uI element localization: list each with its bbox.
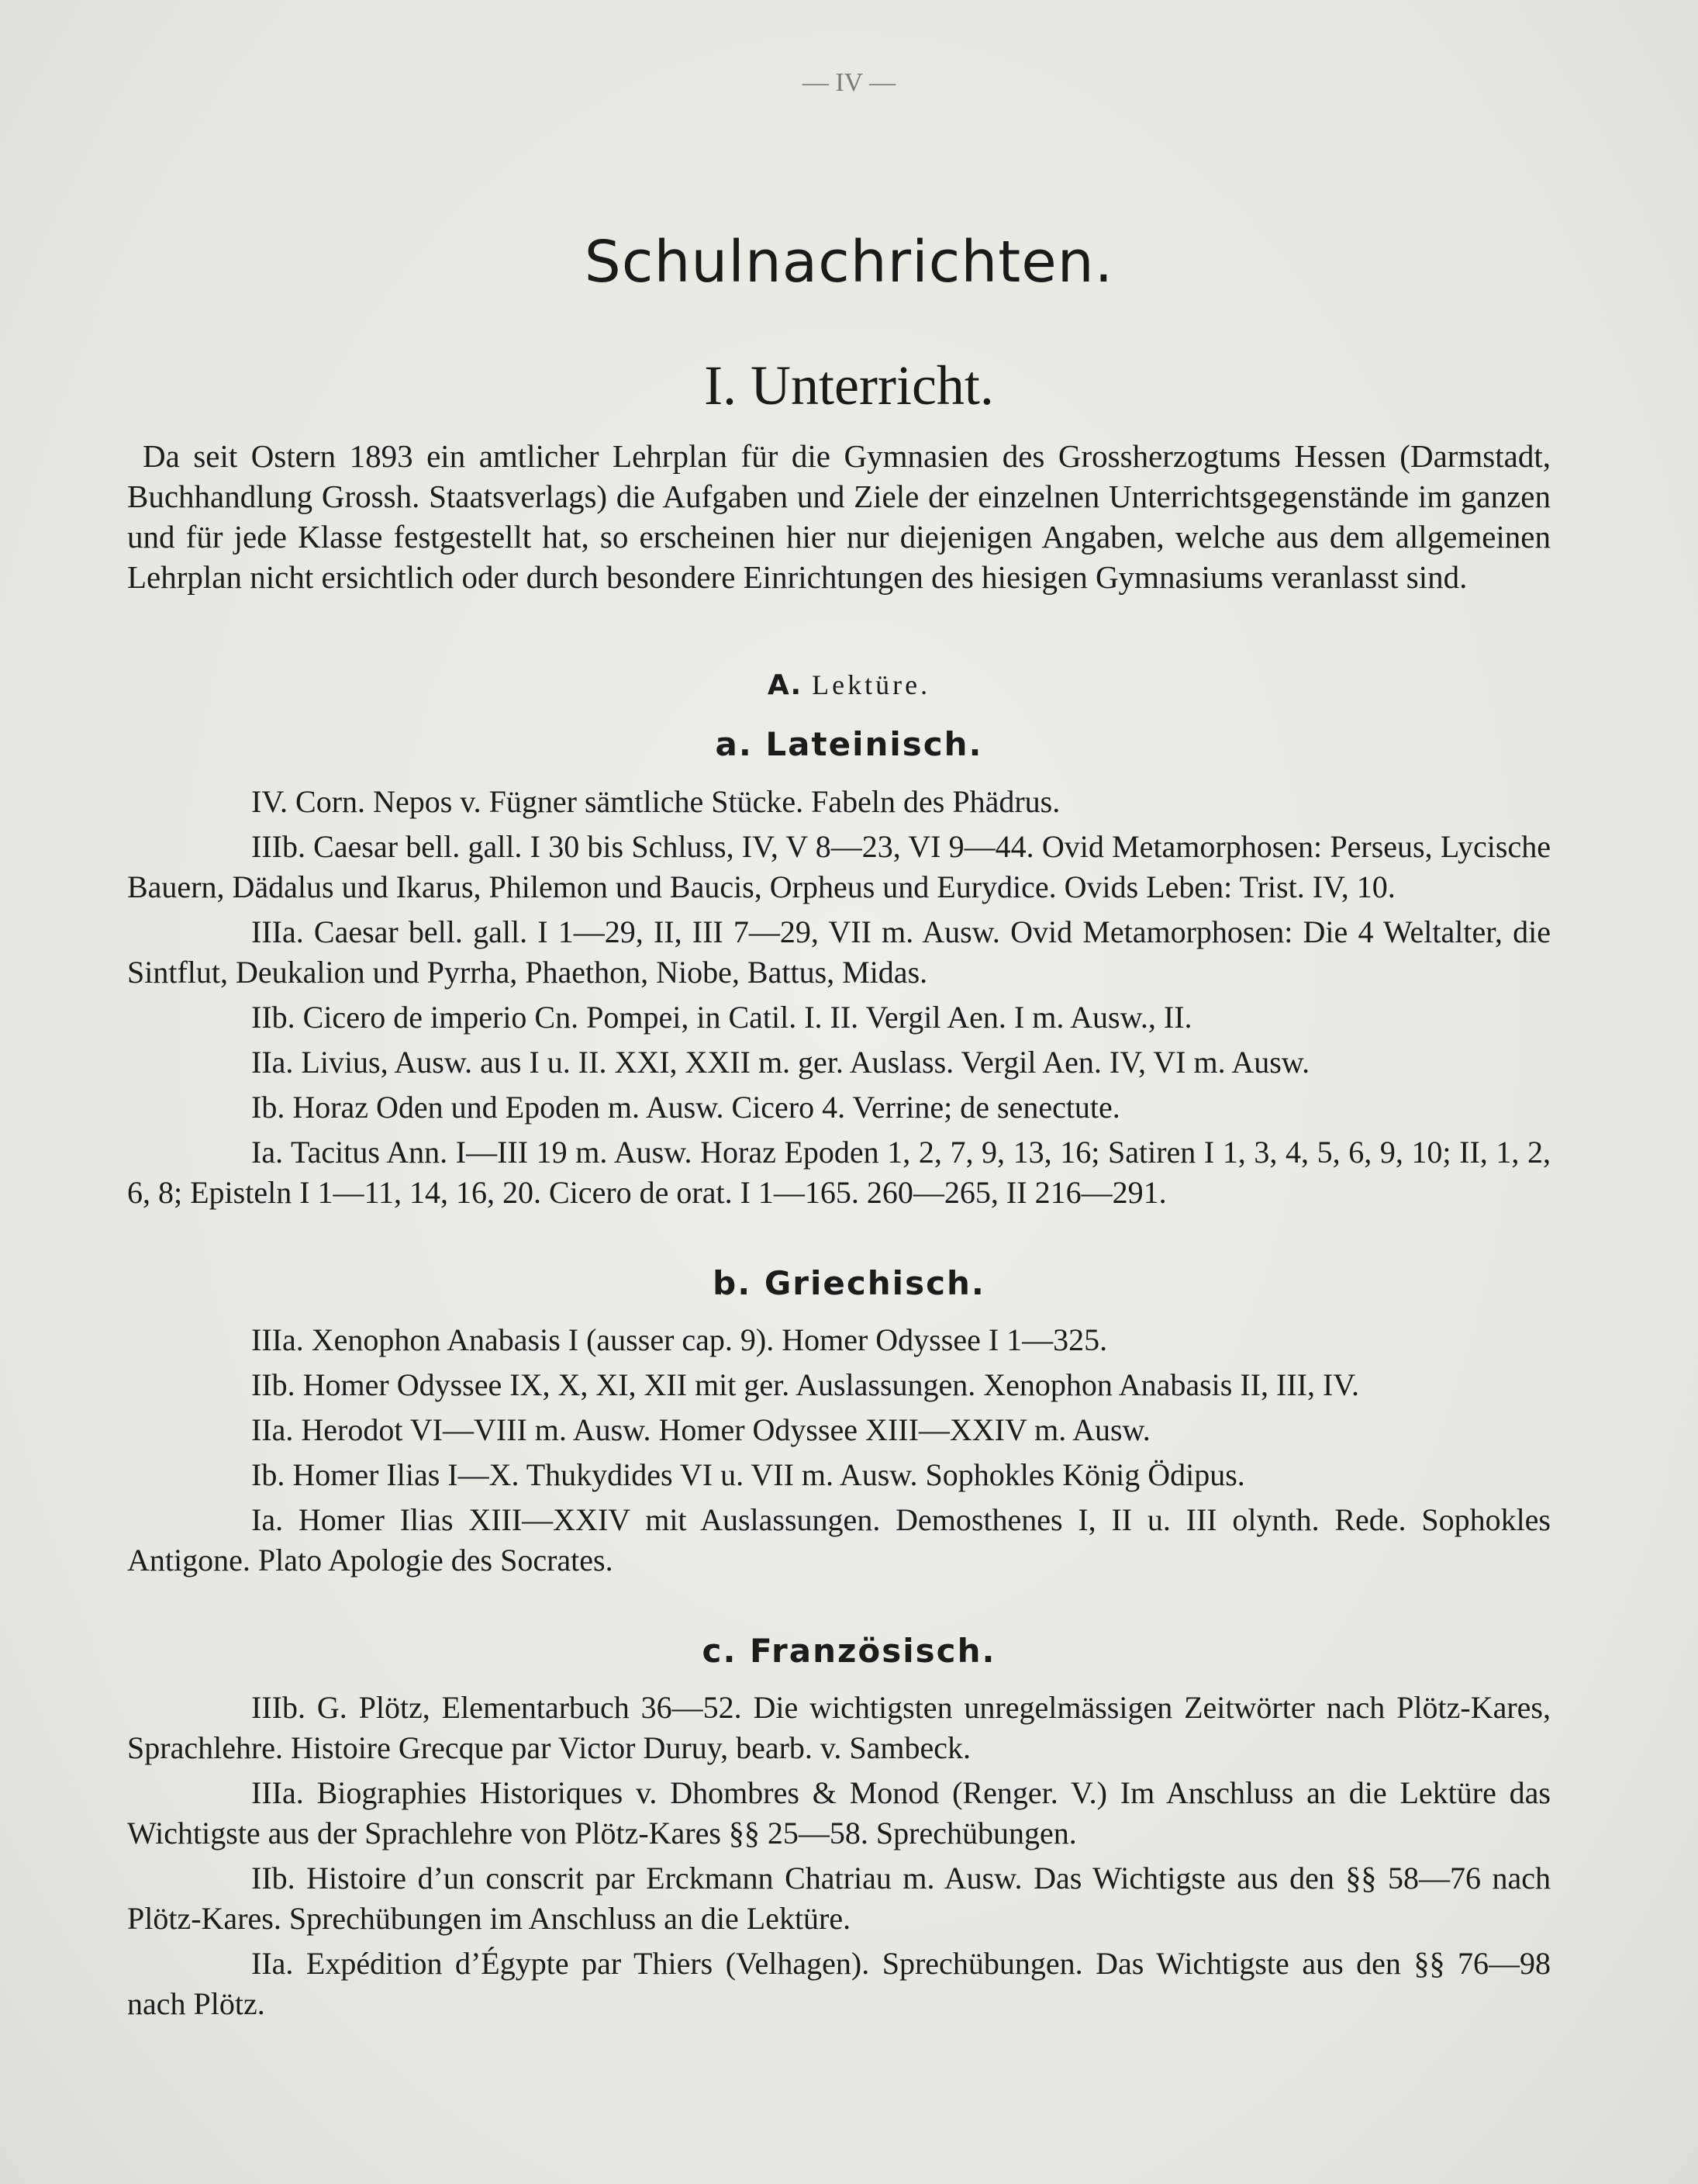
list-item: IIIa. Caesar bell. gall. I 1—29, II, III 7—29, VII m. Ausw. Ovid Metamorphosen: Die 4 Weltalter, die Sintflut, Deukalion und Pyrrha, Phaethon, Niobe, Battus, Midas. bbox=[127, 914, 1551, 990]
lektuere-label: Lektüre. bbox=[812, 669, 931, 700]
list-item: Ib. Horaz Oden und Epoden m. Ausw. Cicero 4. Verrine; de senectute. bbox=[251, 1090, 1120, 1125]
lektuere-letter: A. bbox=[767, 669, 802, 701]
list-item: IIa. Livius, Ausw. aus I u. II. XXI, XXII m. ger. Auslass. Vergil Aen. IV, VI m. Ausw. bbox=[251, 1045, 1310, 1080]
list-item: IIb. Cicero de imperio Cn. Pompei, in Catil. I. II. Vergil Aen. I m. Ausw., II. bbox=[251, 1000, 1192, 1035]
franzoesisch-list bbox=[127, 1688, 1551, 2029]
latein-list bbox=[127, 782, 1551, 1218]
list-item: Ib. Homer Ilias I—X. Thukydides VI u. VII m. Ausw. Sophokles König Ödipus. bbox=[251, 1457, 1245, 1492]
list-item: IIa. Expédition d’Égypte par Thiers (Velhagen). Sprechübungen. Das Wichtigste aus den §§ 76—98 nach Plötz. bbox=[127, 1946, 1551, 2021]
page-number: — IV — bbox=[802, 68, 896, 97]
list-item: Ia. Homer Ilias XIII—XXIV mit Auslassungen. Demosthenes I, II u. III olynth. Rede. Sophokles Antigone. Plato Apologie des Socrates. bbox=[127, 1502, 1551, 1578]
griechisch-heading: b. Griechisch. bbox=[713, 1264, 985, 1302]
list-item: IIIa. Xenophon Anabasis I (ausser cap. 9). Homer Odyssee I 1—325. bbox=[251, 1322, 1108, 1357]
intro-paragraph: Da seit Ostern 1893 ein amtlicher Lehrplan für die Gymnasien des Grossherzogtums Hessen (Darmstadt, Buchhandlung Grossh. Staatsverlags) die Aufgaben und Ziele der einzelnen Unterrichtsgegenstände im ganzen und für jede Klasse festgestellt hat, so erscheinen hier nur diejenigen Angaben, welche aus dem allgemeinen Lehrplan nicht ersichtlich oder durch besondere Einrichtungen des hiesigen Gymnasiums veranlasst sind. bbox=[127, 438, 1551, 595]
franzoesisch-heading: c. Französisch. bbox=[702, 1632, 996, 1670]
list-item: IV. Corn. Nepos v. Fügner sämtliche Stücke. Fabeln des Phädrus. bbox=[251, 784, 1061, 819]
list-item: IIIb. G. Plötz, Elementarbuch 36—52. Die wichtigsten unregelmässigen Zeitwörter nach Plötz-Kares, Sprachlehre. Histoire Grecque par Victor Duruy, bearb. v. Sambeck. bbox=[127, 1690, 1551, 1765]
griechisch-list bbox=[127, 1320, 1551, 1585]
list-item: IIb. Homer Odyssee IX, X, XI, XII mit ger. Auslassungen. Xenophon Anabasis II, III, IV. bbox=[251, 1367, 1360, 1402]
list-item: IIa. Herodot VI—VIII m. Ausw. Homer Odyssee XIII—XXIV m. Ausw. bbox=[251, 1412, 1151, 1447]
list-item: IIIa. Biographies Historiques v. Dhombres & Monod (Renger. V.) Im Anschluss an die Lektüre das Wichtigste aus der Sprachlehre von Plötz-Kares §§ 25—58. Sprechübungen. bbox=[127, 1775, 1551, 1851]
list-item: Ia. Tacitus Ann. I—III 19 m. Ausw. Horaz Epoden 1, 2, 7, 9, 13, 16; Satiren I 1, 3, 4, 5, 6, 9, 10; II, 1, 2, 6, 8; Episteln I 1—11, 14, 16, 20. Cicero de orat. I 1—165. 260—265, II 216—291. bbox=[127, 1135, 1551, 1210]
page-title: Schulnachrichten. bbox=[584, 229, 1114, 295]
latein-heading: a. Lateinisch. bbox=[715, 725, 983, 763]
section-heading: I. Unterricht. bbox=[704, 354, 994, 416]
lektuere-heading bbox=[0, 669, 1698, 701]
list-item: IIb. Histoire d’un conscrit par Erckmann Chatriau m. Ausw. Das Wichtigste aus den §§ 58—76 nach Plötz-Kares. Sprechübungen im Anschluss an die Lektüre. bbox=[127, 1861, 1551, 1936]
bleed-through-texture bbox=[132, 147, 139, 180]
list-item: IIIb. Caesar bell. gall. I 30 bis Schluss, IV, V 8—23, VI 9—44. Ovid Metamorphosen: Perseus, Lycische Bauern, Dädalus und Ikarus, Philemon und Baucis, Orpheus und Eurydice. Ovids Leben: Trist. IV, 10. bbox=[127, 829, 1551, 904]
